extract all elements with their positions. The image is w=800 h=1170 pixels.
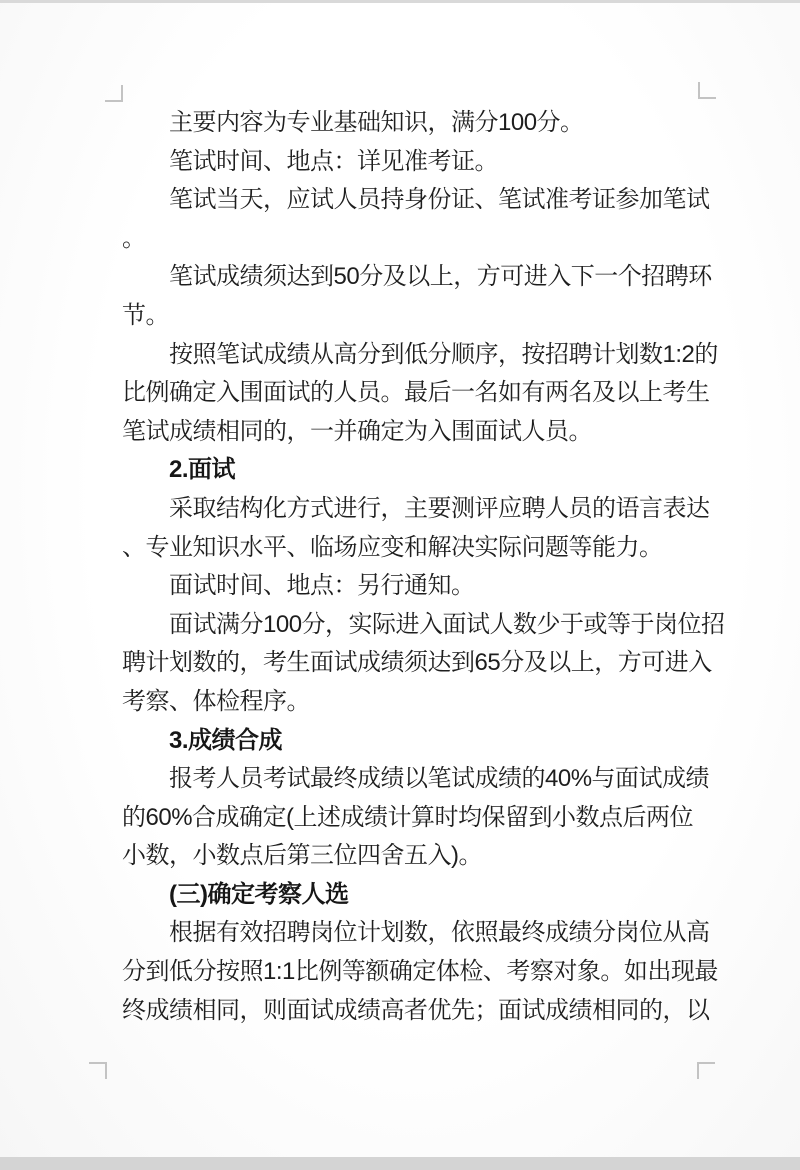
document-line: 。 (122, 224, 146, 252)
crop-mark-bottom-left (89, 1062, 107, 1079)
document-line: 采取结构化方式进行，主要测评应聘人员的语言表达 (169, 494, 710, 522)
document-line: 主要内容为专业基础知识，满分100分。 (169, 109, 584, 136)
document-line: 2.面试 (169, 456, 236, 484)
document-line: 3.成绩合成 (169, 726, 283, 754)
top-edge-line (0, 0, 800, 3)
crop-mark-top-right (698, 82, 716, 99)
document-line: 节。 (122, 301, 169, 329)
document-line: 面试时间、地点：另行通知。 (169, 572, 475, 600)
document-line: 报考人员考试最终成绩以笔试成绩的40%与面试成绩 (169, 765, 710, 793)
document-line: 笔试成绩相同的，一并确定为入围面试人员。 (122, 417, 592, 445)
crop-mark-bottom-right (697, 1062, 715, 1079)
document-line: 考察、体检程序。 (122, 687, 310, 715)
document-line: (三)确定考察人选 (169, 880, 349, 908)
document-line: 、专业知识水平、临场应变和解决实际问题等能力。 (122, 533, 663, 561)
document-line: 聘计划数的，考生面试成绩须达到65分及以上，方可进入 (122, 649, 712, 677)
document-line: 分到低分按照1:1比例等额确定体检、考察对象。如出现最 (122, 958, 718, 986)
document-line: 笔试时间、地点：详见准考证。 (169, 147, 498, 175)
document-text-block (122, 104, 725, 1030)
bottom-bar (0, 1157, 800, 1170)
document-line: 根据有效招聘岗位计划数，依照最终成绩分岗位从高 (169, 919, 710, 947)
document-line: 小数，小数点后第三位四舍五入)。 (122, 842, 482, 870)
document-line: 终成绩相同，则面试成绩高者优先；面试成绩相同的，以 (122, 996, 710, 1024)
document-line: 比例确定入围面试的人员。最后一名如有两名及以上考生 (122, 379, 710, 407)
document-line: 的60%合成确定(上述成绩计算时均保留到小数点后两位 (122, 803, 694, 831)
document-line: 笔试成绩须达到50分及以上，方可进入下一个招聘环 (169, 263, 712, 291)
document-line: 按照笔试成绩从高分到低分顺序，按招聘计划数1:2的 (169, 340, 718, 368)
document-line: 笔试当天，应试人员持身份证、笔试准考证参加笔试 (169, 186, 710, 214)
crop-mark-top-left (105, 85, 123, 102)
document-line: 面试满分100分，实际进入面试人数少于或等于岗位招 (169, 610, 725, 638)
